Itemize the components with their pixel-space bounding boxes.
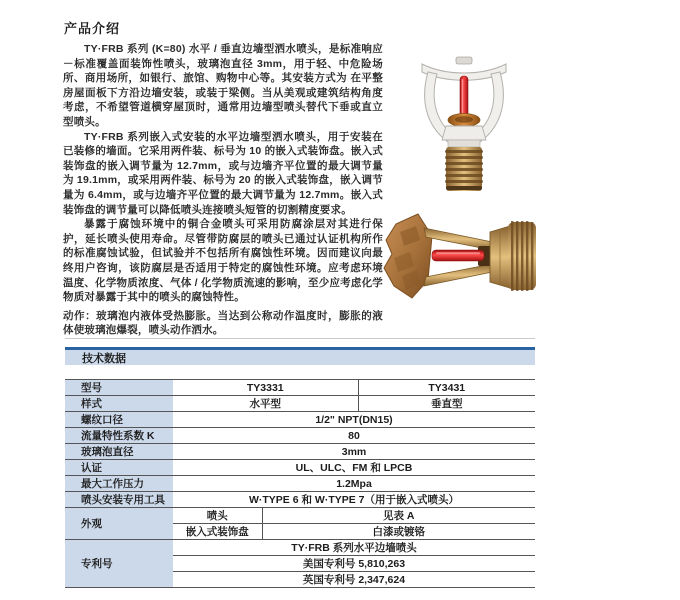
table-row-thread-size [65,412,535,428]
section-divider [65,338,535,339]
action-paragraph: 动作：玻璃泡内液体受热膨胀。当达到公称动作温度时，膨胀的液体使玻璃泡爆裂，喷头动作洒水。 [63,309,383,337]
table-row-bulb-diameter [65,444,535,460]
upright-sprinkler-image [418,56,510,198]
sidewall-sprinkler-drawing [382,206,540,308]
table-row-appearance-sprinkler [65,508,535,524]
cell-install-tool-value: W·TYPE 6 和 W·TYPE 7（用于嵌入式喷头） [173,492,535,508]
cell-bulb-diameter-label: 玻璃泡直径 [65,444,173,460]
cell-patent-label: 专利号 [65,540,173,588]
cell-model-label: 型号 [65,380,173,396]
intro-paragraph-1: TY·FRB 系列 (K=80) 水平 / 垂直边墙型洒水喷头，是标准响应－标准覆盖面装饰性喷头，玻璃泡直径 3mm，用于轻、中危险场所、商用场所，如银行、旅馆、购物中心等。其安装方式为 在平整房屋面板下方沿边墙安装，或装于梁侧。当从美观或建筑结构角度考虑，不希望管道横穿屋顶时，通常用边墙型喷头替代下垂或直立型喷头。 [63,43,383,128]
cell-appearance-finish-1: 见表 A [262,508,535,524]
cell-style-vertical: 垂直型 [358,396,535,412]
intro-paragraph-2: TY·FRB 系列嵌入式安装的水平边墙型洒水喷头，用于安装在已装修的墙面。它采用两件装、标号为 10 的嵌入式装饰盘。嵌入式装饰盘的嵌入调节量为 12.7mm，或与边墙齐平位置的最大调节量为 19.1mm，或采用两件装、标号为 20 的嵌入式装饰盘，嵌入调节量为 6.4mm，或与边墙齐平位置的最大调节量为 12.7mm。嵌入式装饰盘的调节量可以降低喷头连接喷头短管的切割精度要求。 [63,130,383,216]
tech-data-header-label: 技术数据 [82,353,126,365]
cell-appearance-part-2: 嵌入式装饰盘 [173,524,262,540]
table-row-k-factor [65,428,535,444]
cell-bulb-diameter-value: 3mm [173,444,535,460]
cell-k-factor-label: 流量特性系数 K [65,428,173,444]
cell-model-vertical: TY3431 [358,380,535,396]
tech-data-header [65,347,535,365]
cell-max-pressure-label: 最大工作压力 [65,476,173,492]
upright-sprinkler-drawing [418,56,510,198]
table-row-style [65,396,535,412]
cell-patent-uk: 英国专利号 2,347,624 [173,572,535,588]
cell-model-horizontal: TY3331 [173,380,358,396]
table-row-install-tool [65,492,535,508]
intro-paragraph-3: 暴露于腐蚀环境中的铜合金喷头可采用防腐涂层对其进行保护，延长喷头使用寿命。尽管带防腐层的喷头已通过认证机构所作的标准腐蚀试验，但试验并不包括所有腐蚀性环境。因而建议向最终用户咨询，该防腐层是否适用于特定的腐蚀性环境。应考虑环境温度、化学物质浓度、气体 / 化学物质流速的影响，至少应考虑化学物质对暴露于其中的喷头的腐蚀特性。 [63,218,383,304]
page-title: 产品介绍 [64,21,121,36]
table-row-max-pressure [65,476,535,492]
cell-certification-value: UL、ULC、FM 和 LPCB [173,460,535,476]
cell-appearance-label: 外观 [65,508,173,540]
cell-max-pressure-value: 1.2Mpa [173,476,535,492]
cell-style-horizontal: 水平型 [173,396,358,412]
cell-patent-series: TY·FRB 系列水平边墙喷头 [173,540,535,556]
cell-style-label: 样式 [65,396,173,412]
cell-k-factor-value: 80 [173,428,535,444]
product-introduction [63,42,383,338]
cell-install-tool-label: 喷头安装专用工具 [65,492,173,508]
cell-certification-label: 认证 [65,460,173,476]
cell-appearance-finish-2: 白漆或镀铬 [262,524,535,540]
table-row-model [65,380,535,396]
sidewall-sprinkler-image [382,206,540,308]
table-row-certification [65,460,535,476]
tech-data-table [65,379,535,588]
cell-thread-size-value: 1/2" NPT(DN15) [173,412,535,428]
cell-appearance-part-1: 喷头 [173,508,262,524]
cell-thread-size-label: 螺纹口径 [65,412,173,428]
cell-patent-us: 美国专利号 5,810,263 [173,556,535,572]
table-row-patent-series [65,540,535,556]
